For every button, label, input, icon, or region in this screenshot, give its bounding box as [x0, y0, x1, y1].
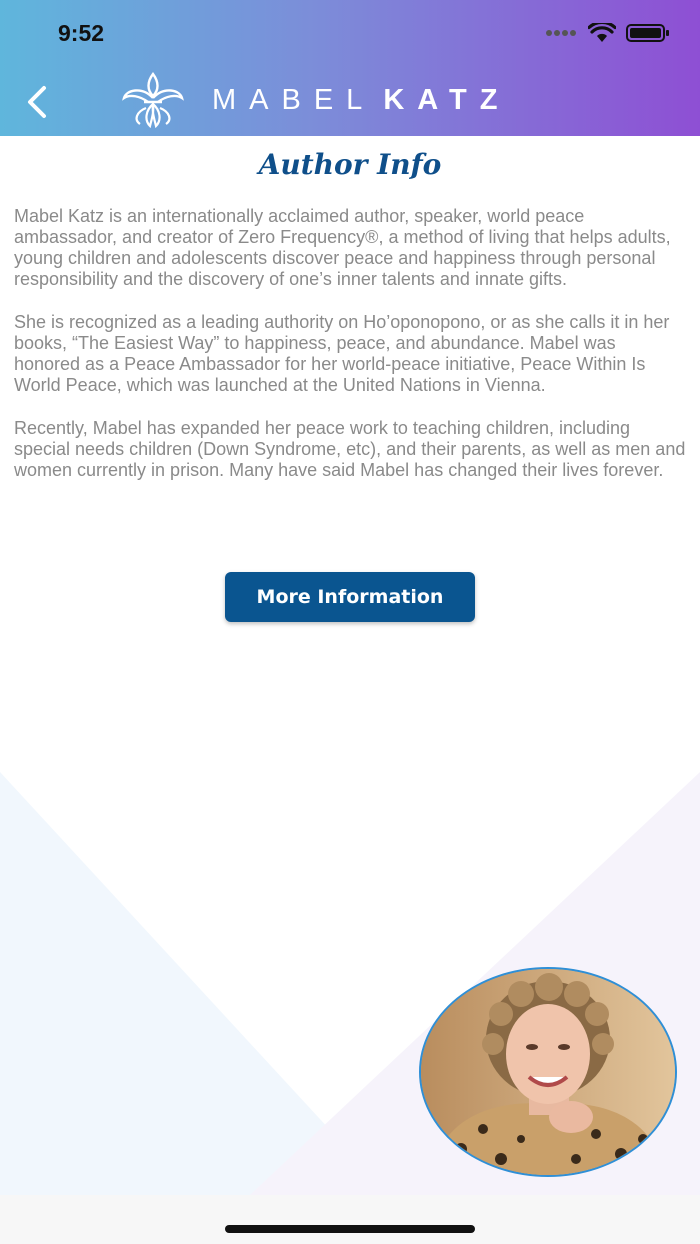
- bio-paragraph-3: Recently, Mabel has expanded her peace work to teaching children, including special needs children (Down Syndrome, etc), and their parents, as well as men and women currently in prison. Many have said Mabel has changed their lives forever.: [14, 418, 686, 480]
- author-bio: [14, 206, 686, 503]
- brand-first-name: MABEL: [212, 83, 376, 116]
- page-title: Author Info: [258, 148, 442, 181]
- brand-logo: [120, 72, 511, 128]
- signal-dots-icon: [546, 29, 578, 37]
- bottom-bar: [0, 1195, 700, 1244]
- back-button[interactable]: [22, 82, 54, 122]
- battery-icon: [626, 23, 670, 43]
- status-time: 9:52: [58, 20, 105, 46]
- fleur-de-lis-logo-icon: [120, 72, 186, 128]
- app-header: [0, 0, 700, 136]
- brand-wordmark: [212, 84, 511, 117]
- bio-paragraph-2: She is recognized as a leading authority on Ho’oponopono, or as she calls it in her books, “The Easiest Way” to happiness, peace, and abundance. Mabel was honored as a Peace Ambassador for her world-peace initiative, Peace Within Is World Peace, which was launched at the United Nations in Vienna.: [14, 312, 670, 395]
- status-icons: [546, 23, 670, 43]
- bio-paragraph-1: Mabel Katz is an internationally acclaimed author, speaker, world peace ambassador, and creator of Zero Frequency®, a method of living that helps adults, young children and adolescents discover peace and happiness through personal responsibility and the discovery of one’s inner talents and innate gifts.: [14, 206, 671, 289]
- more-information-button[interactable]: More Information: [225, 572, 475, 622]
- wifi-icon: [588, 23, 616, 43]
- chevron-left-icon: [22, 82, 54, 122]
- home-indicator[interactable]: [225, 1225, 475, 1233]
- brand-last-name: KATZ: [383, 83, 511, 116]
- author-portrait-photo: [419, 967, 677, 1177]
